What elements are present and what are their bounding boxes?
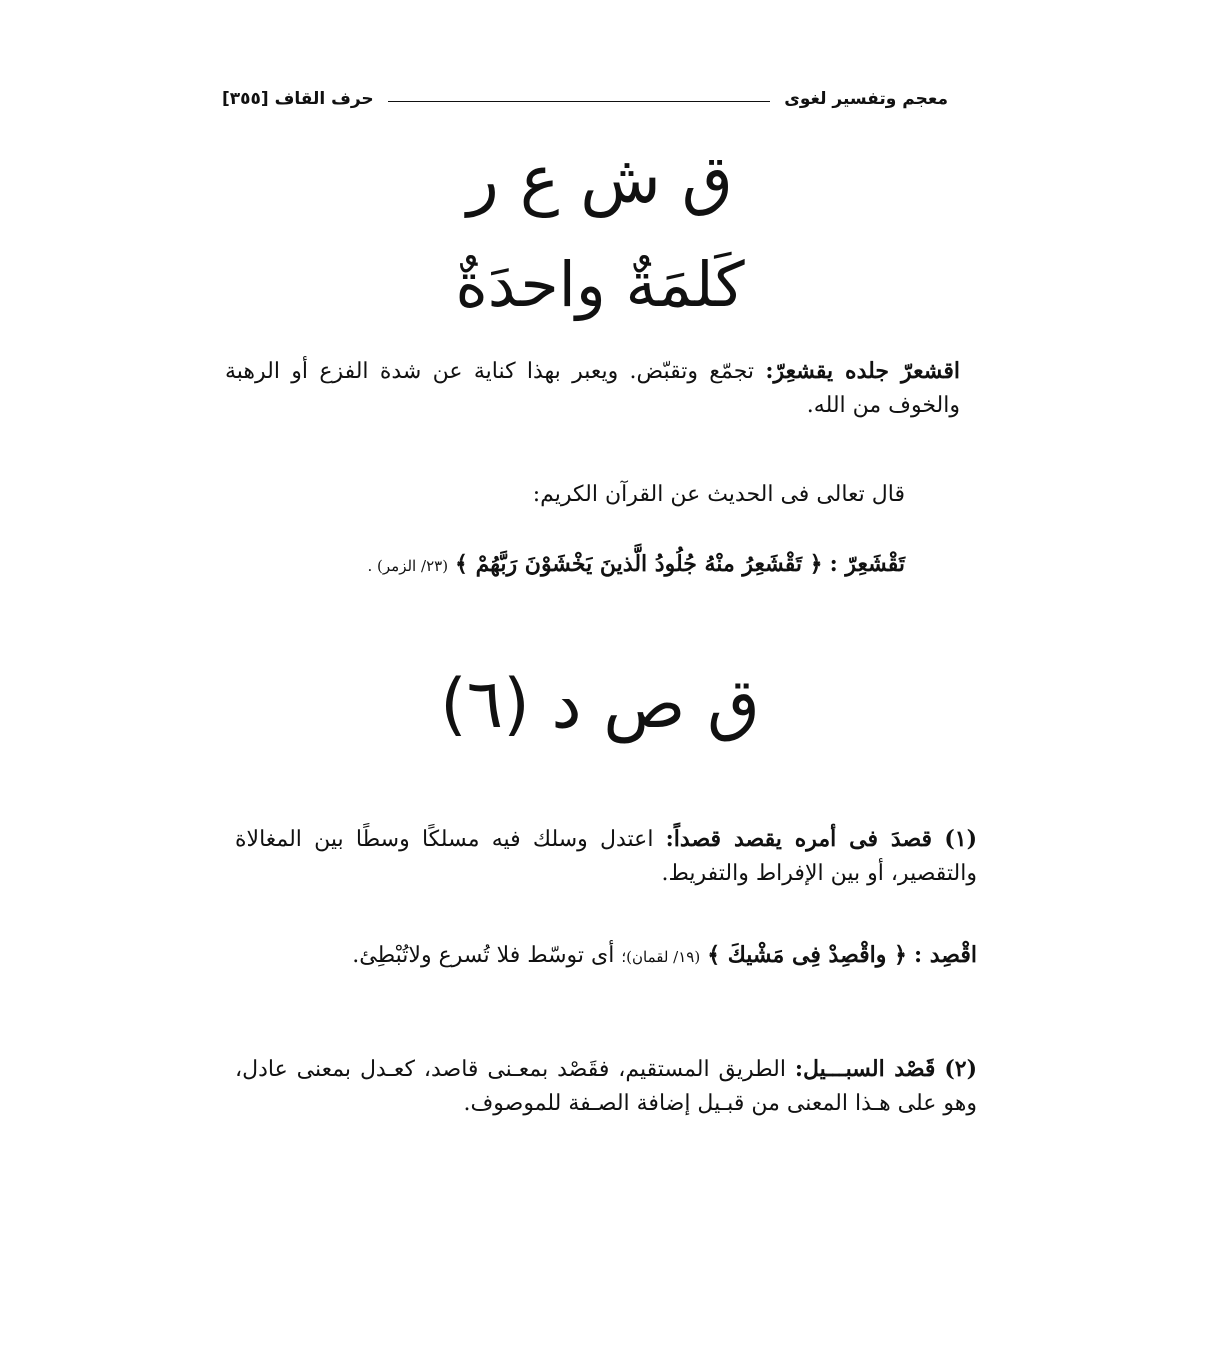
header-rule <box>388 101 771 102</box>
root-heading-q-s-d: ق ص د (٦) <box>440 665 760 744</box>
verse-2-paragraph <box>235 938 977 974</box>
word-count-label: كَلمَةٌ واحدَةٌ <box>455 248 745 321</box>
definition-paragraph <box>225 354 960 423</box>
sense-1-text: اعتدل وسلك فيه مسلكًا وسطًا بين المغالاة والتقصير، أو بين الإفراط والتفريط. <box>235 827 977 886</box>
root-heading-qsh-ayn-r: ق ش ع ر <box>467 141 733 218</box>
sense-1-headword: قصدَ فى أمره يقصد قصداً: <box>665 826 933 852</box>
verse-2-headword: اقْصِد : <box>913 942 977 968</box>
page-reference: حرف القاف [٣٥٥] <box>222 89 374 109</box>
sense-2-number: (٢) <box>944 1056 977 1082</box>
quran-intro: قال تعالى فى الحديث عن القرآن الكريم: <box>532 482 905 507</box>
running-header <box>222 84 948 114</box>
sense-1-paragraph <box>235 822 977 891</box>
sense-2-text: الطريق المستقيم، فقَصْد بمعـنى قاصد، كعـدل بمعنى عادل، وهو على هـذا المعنى من قبـيل إضافة الصـفة للموصوف. <box>235 1057 977 1116</box>
definition-text: تجمّع وتقبّض. ويعبر بهذا كناية عن شدة الفزع أو الرهبة والخوف من الله. <box>225 359 960 418</box>
sense-1-number: (١) <box>944 826 977 852</box>
verse-2-text: ﴿ واقْصِدْ فِى مَشْيكَ ﴾ <box>707 942 907 968</box>
verse-text: ﴿ تَقْشَعِرُ منْهُ جُلُودُ الَّذينَ يَخْشَوْنَ رَبَّهُمْ ﴾ <box>455 551 823 577</box>
verse-headword: تَقْشَعِرّ : <box>829 551 905 577</box>
verse-2-reference: (١٩/ لقمان)؛ <box>621 948 701 966</box>
book-title: معجم وتفسير لغوى <box>784 89 948 109</box>
sense-2-paragraph <box>235 1052 977 1121</box>
verse-2-gloss: أى توسّط فلا تُسرع ولاتُبْطِئ. <box>352 943 615 968</box>
sense-2-headword: قَصْد السبـــيل: <box>794 1056 936 1082</box>
verse-reference: (٢٣/ الزمر) . <box>367 557 449 575</box>
definition-headword: اقشعرّ جلده يقشعِرّ: <box>765 358 960 384</box>
verse-line <box>225 547 905 583</box>
